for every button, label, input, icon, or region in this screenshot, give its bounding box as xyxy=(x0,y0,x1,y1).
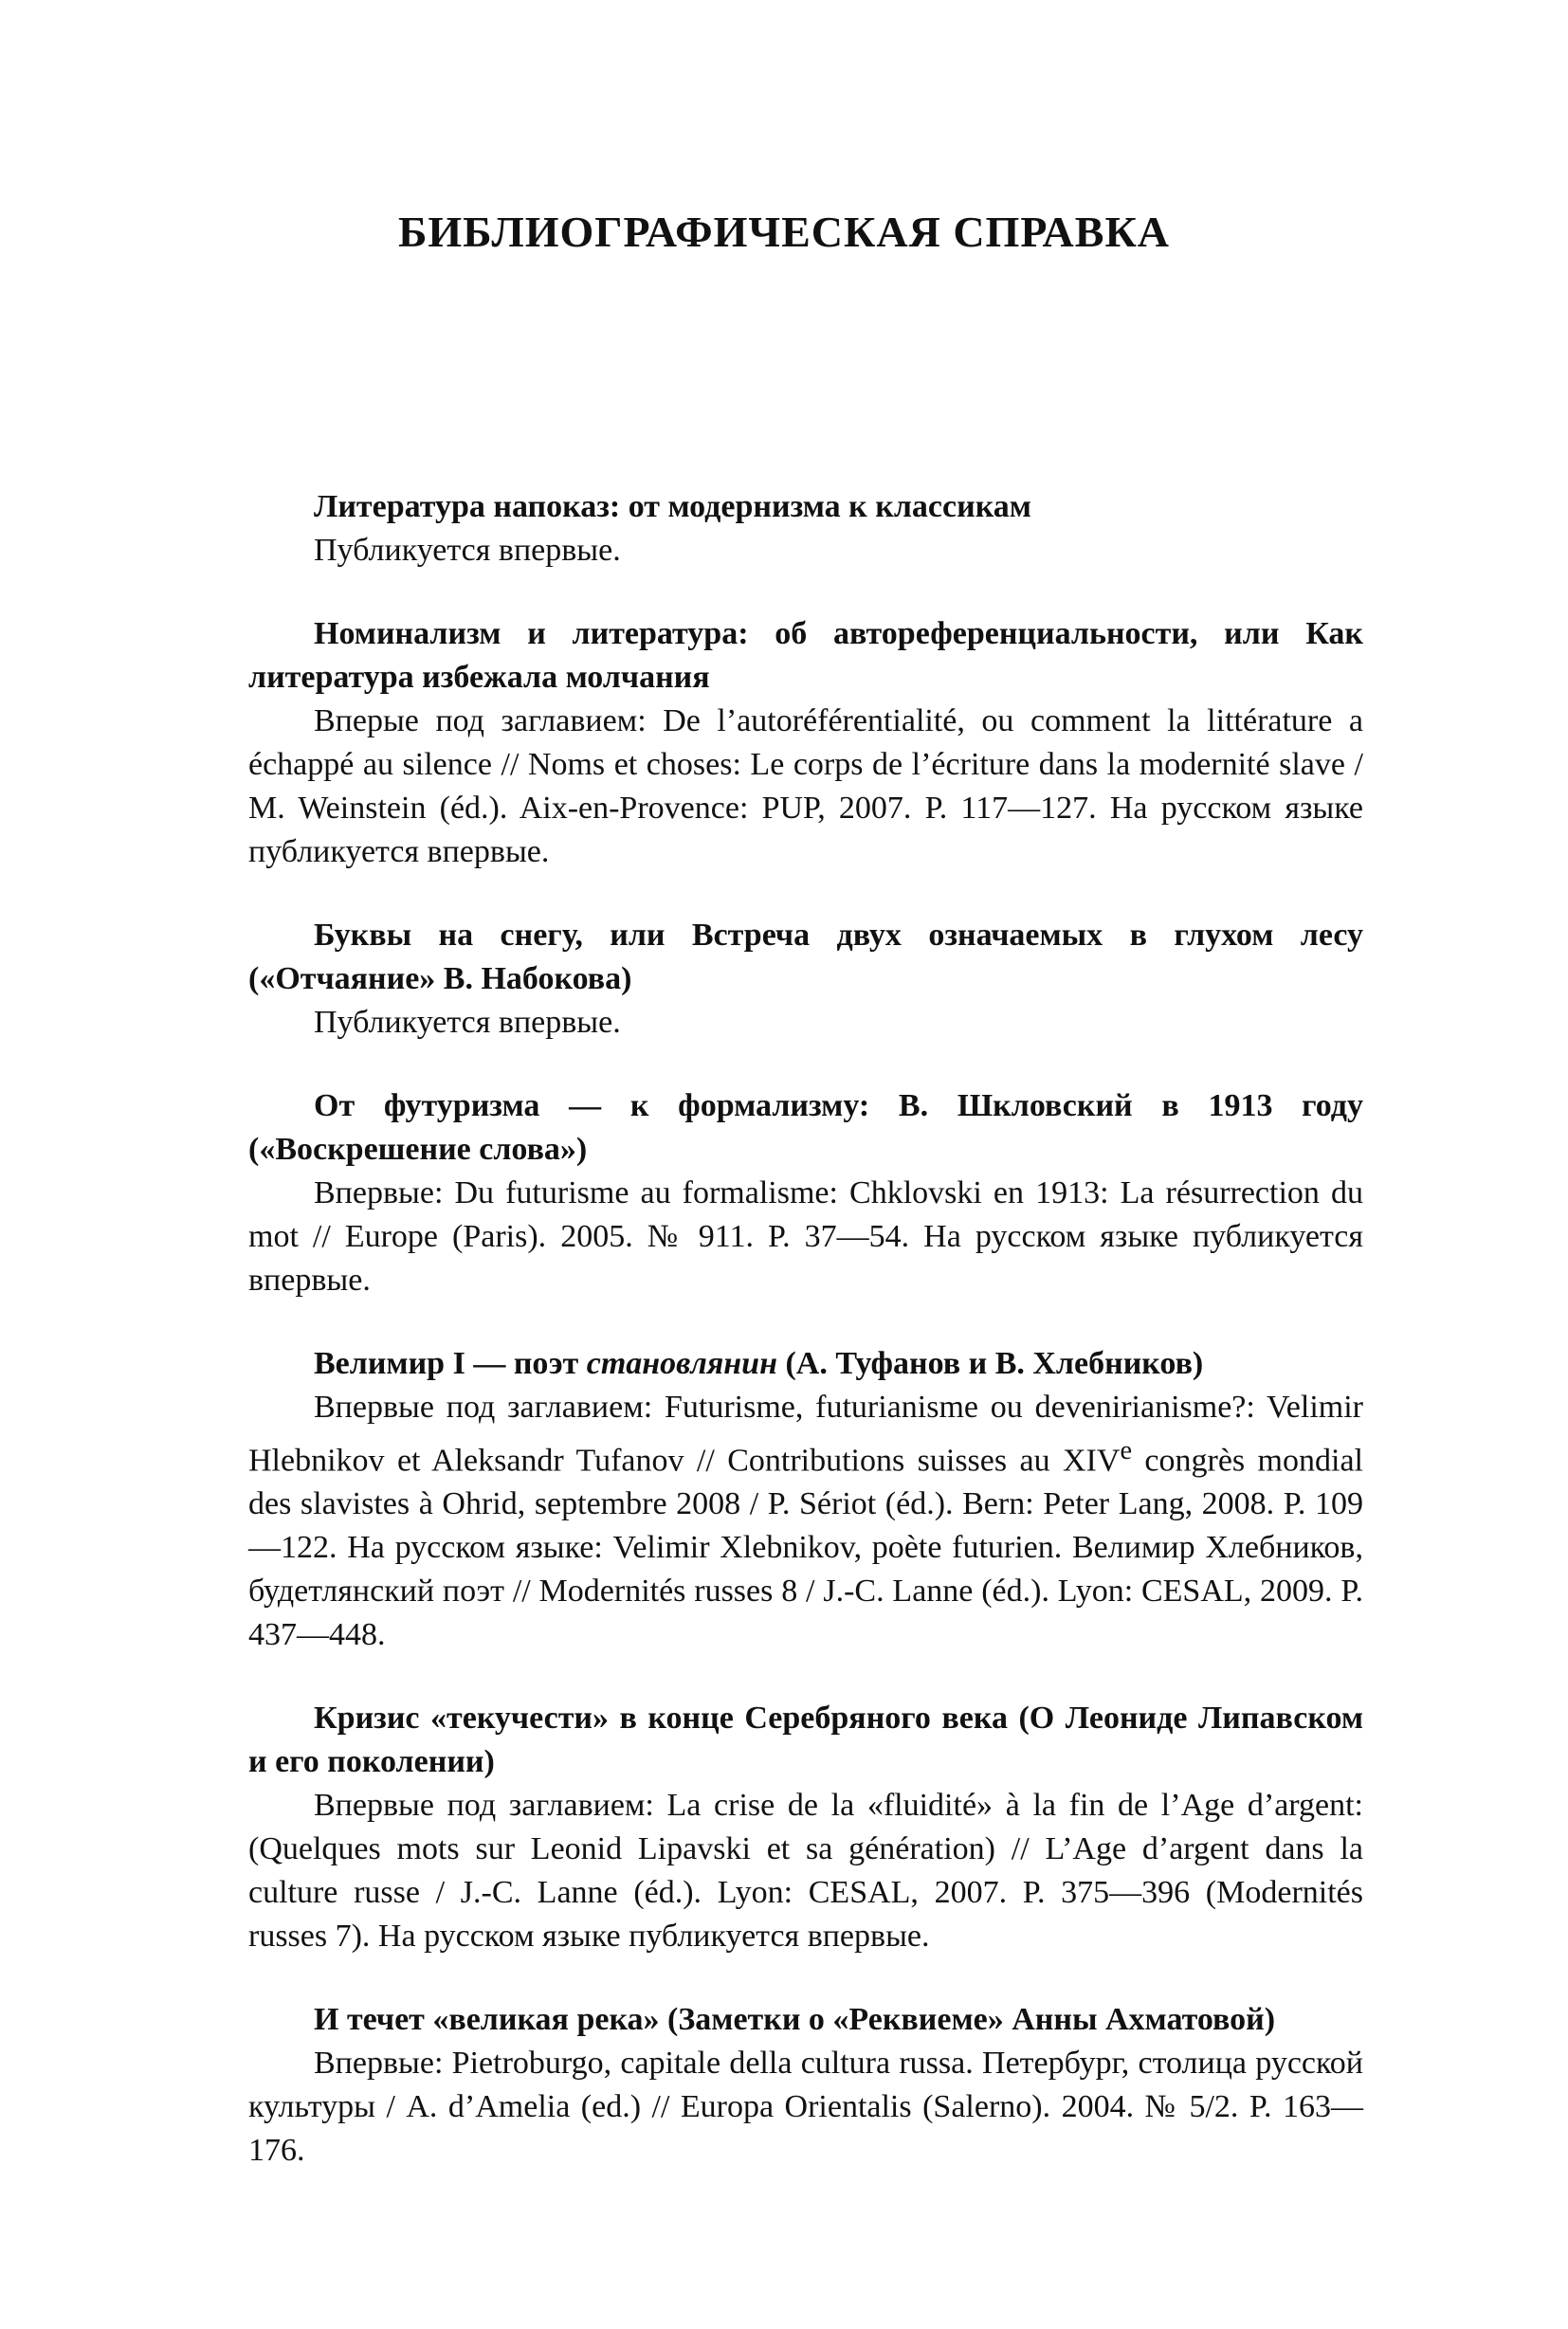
entry-title: Литература напоказ: от модернизма к классикам xyxy=(314,489,1031,524)
entry-publication-note xyxy=(248,1386,1363,1657)
entry-title-part: Велимир I — поэт xyxy=(314,1346,587,1381)
entry-note-superscript: e xyxy=(1120,1436,1133,1465)
entry-title-italic: становлянин xyxy=(586,1346,777,1381)
entry-publication-note: Публикуется впервые. xyxy=(314,533,621,568)
entry-publication-note: Впервые: Du futurisme au formalisme: Chklovski en 1913: La résurrection du mot // Europe (Paris). 2005. № 911. P. 37—54. На русском языке публикуется впервые. xyxy=(248,1175,1363,1298)
entry-title: И течет «великая река» (Заметки о «Реквиеме» Анны Ахматовой) xyxy=(314,2002,1276,2038)
bibliography-entry xyxy=(248,914,1363,1045)
bibliography-entry xyxy=(248,485,1363,573)
entry-note-part: Впервые под заглавием: Futurisme, futurianisme ou devenirianisme?: Velimir Hlebnikov et Aleksandr Tufanov // Contributions suisses au XIV xyxy=(248,1390,1363,1479)
bibliography-entry xyxy=(248,1998,1363,2173)
bibliography-entry xyxy=(248,1342,1363,1657)
entry-publication-note: Впервые: Pietroburgo, capitale della cultura russa. Петербург, столица русской культуры / A. d’Amelia (ed.) // Europa Orientalis (Salerno). 2004. № 5/2. P. 163—176. xyxy=(248,2046,1363,2169)
bibliography-entry xyxy=(248,612,1363,874)
entry-title: Кризис «текучести» в конце Серебряного века (О Леониде Липавском и его поколении) xyxy=(248,1701,1363,1780)
entry-publication-note: Впервые под заглавием: La crise de la «fluidité» à la fin de l’Age d’argent: (Quelques mots sur Leonid Lipavski et sa génération) // L’Age d’argent dans la culture russe / J.-C. Lanne (éd.). Lyon: CESAL, 2007. P. 375—396 (Modernités russes 7). На русском языке публикуется впервые. xyxy=(248,1788,1363,1955)
entry-title: От футуризма — к формализму: В. Шкловский в 1913 году («Воскрешение слова») xyxy=(248,1088,1363,1167)
entry-title-part: (А. Туфанов и В. Хлебников) xyxy=(776,1346,1204,1381)
entry-title: Номинализм и литература: об автореференциальности, или Как литература избежала молчания xyxy=(248,616,1363,695)
page-title: БИБЛИОГРАФИЧЕСКАЯ СПРАВКА xyxy=(397,208,1171,256)
bibliography-list xyxy=(248,485,1363,2212)
bibliography-entry xyxy=(248,1084,1363,1302)
bibliography-entry xyxy=(248,1697,1363,1958)
entry-publication-note: Вперые под заглавием: De l’autoréférentialité, ou comment la littérature a échappé au silence // Noms et choses: Le corps de l’écriture dans la modernité slave / M. Weinstein (éd.). Aix-en-Provence: PUP, 2007. P. 117—127. На русском языке публикуется впервые. xyxy=(248,703,1363,869)
entry-note-part: congrès mondial des slavistes à Ohrid, septembre 2008 / P. Sériot (éd.). Bern: Peter Lang, 2008. P. 109—122. На русском языке: Velimir Xlebnikov, poète futurien. Велимир Хлебников, будетлянский поэт // Modernités russes 8 / J.-C. Lanne (éd.). Lyon: CESAL, 2009. P. 437—448. xyxy=(248,1443,1363,1653)
entry-publication-note: Публикуется впервые. xyxy=(314,1005,621,1040)
entry-title xyxy=(248,1342,1363,1386)
entry-title: Буквы на снегу, или Встреча двух означаемых в глухом лесу («Отчаяние» В. Набокова) xyxy=(248,918,1363,996)
